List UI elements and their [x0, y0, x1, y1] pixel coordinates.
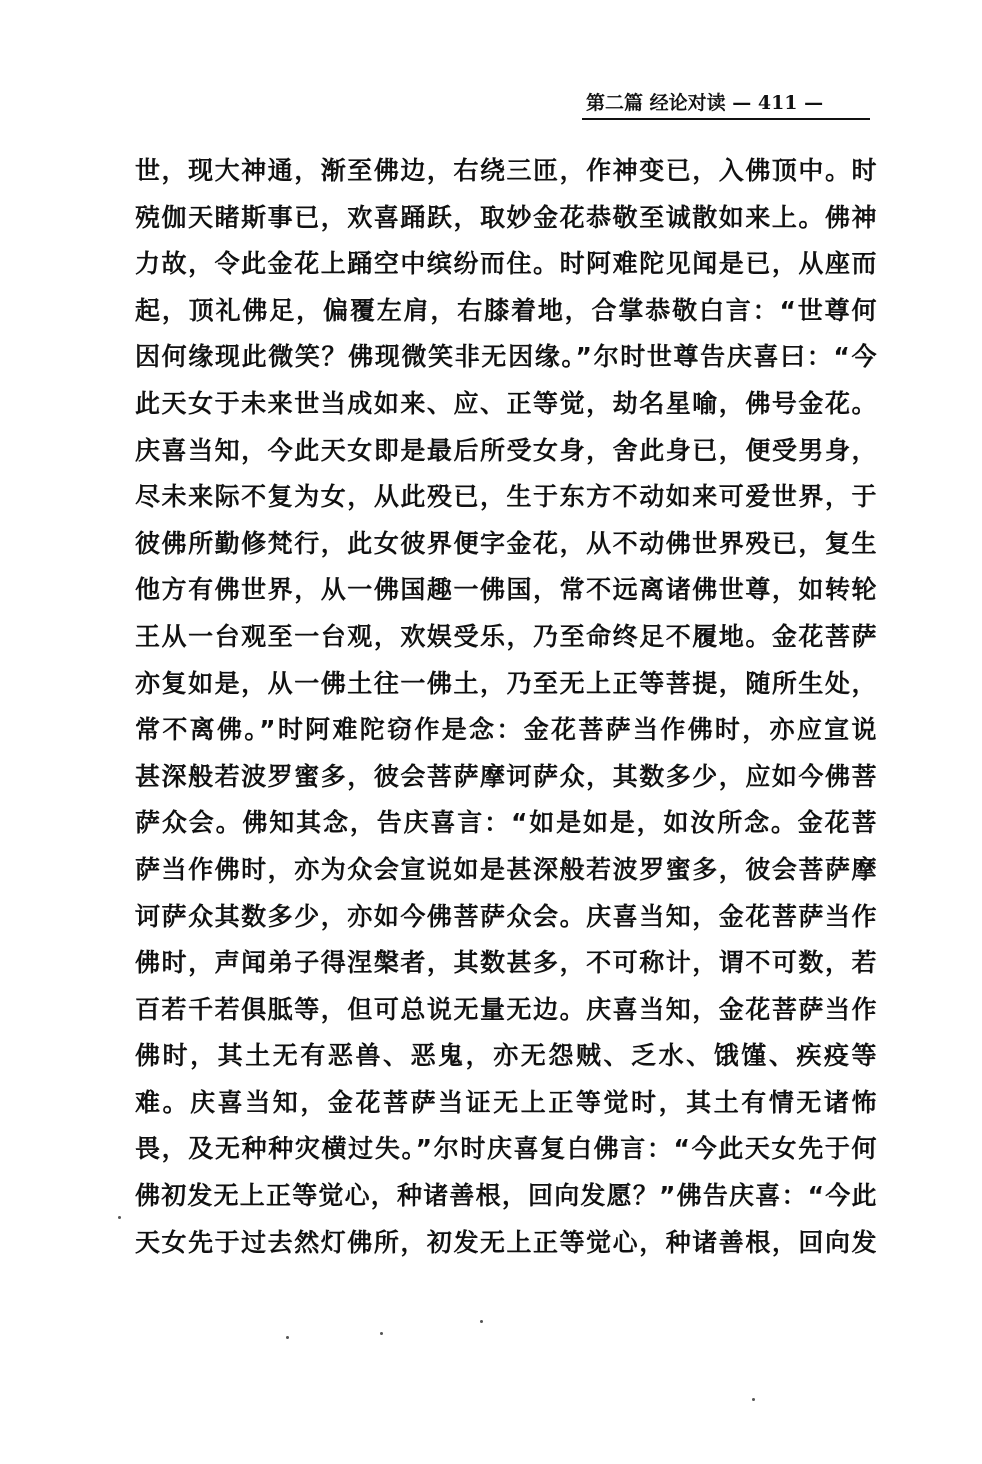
text-line: 诃萨众其数多少，亦如今佛菩萨众会。庆喜当知，金花菩萨当作: [135, 901, 877, 931]
body-text: [135, 148, 877, 1266]
header-rule: [582, 118, 870, 120]
text-line: 萨当作佛时，亦为众会宣说如是甚深般若波罗蜜多，彼会菩萨摩: [135, 854, 877, 884]
text-line: 亦复如是，从一佛土往一佛土，乃至无上正等菩提，随所生处，: [135, 668, 877, 698]
text-line: 天女先于过去然灯佛所，初发无上正等觉心，种诸善根，回向发: [135, 1227, 877, 1257]
scan-speck: [380, 1332, 383, 1335]
scan-speck: [480, 1320, 483, 1323]
text-line: 彼佛所勤修梵行，此女彼界便字金花，从不动佛世界殁已，复生: [135, 528, 877, 558]
text-line: 力故，令此金花上踊空中缤纷而住。时阿难陀见闻是已，从座而: [135, 249, 877, 279]
text-line: 常不离佛。”时阿难陀窃作是念：金花菩萨当作佛时，亦应宣说: [135, 715, 877, 745]
scan-speck: [752, 1398, 755, 1401]
text-line: 佛初发无上正等觉心，种诸善根，回向发愿？”佛告庆喜：“今此: [135, 1181, 877, 1211]
text-line: 佛时，声闻弟子得涅槃者，其数甚多，不可称计，谓不可数，若: [135, 948, 877, 978]
text-line: 此天女于未来世当成如来、应、正等觉，劫名星喻，佛号金花。: [135, 388, 877, 418]
text-line: 尽未来际不复为女，从此殁已，生于东方不动如来可爱世界，于: [135, 482, 877, 512]
running-header: 第二篇 经论对读 — 411 —: [586, 92, 824, 114]
text-line: 萨众会。佛知其念，告庆喜言：“如是如是，如汝所念。金花菩: [135, 808, 877, 838]
text-line: 世，现大神通，渐至佛边，右绕三匝，作神变已，入佛顶中。时: [135, 156, 877, 185]
text-line: 佛时，其土无有恶兽、恶鬼，亦无怨贼、乏水、饿馑、疾疫等: [135, 1041, 877, 1071]
text-line: 庆喜当知，今此天女即是最后所受女身，舍此身已，便受男身，: [135, 435, 877, 465]
text-line: 因何缘现此微笑？佛现微笑非无因缘。”尔时世尊告庆喜曰：“今: [135, 342, 877, 372]
text-line: 起，顶礼佛足，偏覆左肩，右膝着地，合掌恭敬白言：“世尊何: [135, 295, 877, 325]
text-line: 难。庆喜当知，金花菩萨当证无上正等觉时，其土有情无诸怖: [135, 1087, 877, 1117]
scan-speck: [286, 1336, 289, 1339]
text-line: 甚深般若波罗蜜多，彼会菩萨摩诃萨众，其数多少，应如今佛菩: [135, 761, 877, 791]
text-line: 他方有佛世界，从一佛国趣一佛国，常不远离诸佛世尊，如转轮: [135, 575, 877, 605]
text-line: 殑伽天睹斯事已，欢喜踊跃，取妙金花恭敬至诚散如来上。佛神: [135, 202, 877, 232]
text-line: 畏，及无种种灾横过失。”尔时庆喜复白佛言：“今此天女先于何: [135, 1134, 877, 1164]
text-line: 百若千若俱胝等，但可总说无量无边。庆喜当知，金花菩萨当作: [135, 994, 877, 1024]
text-line: 王从一台观至一台观，欢娱受乐，乃至命终足不履地。金花菩萨: [135, 621, 877, 651]
scan-speck: [118, 1216, 121, 1219]
